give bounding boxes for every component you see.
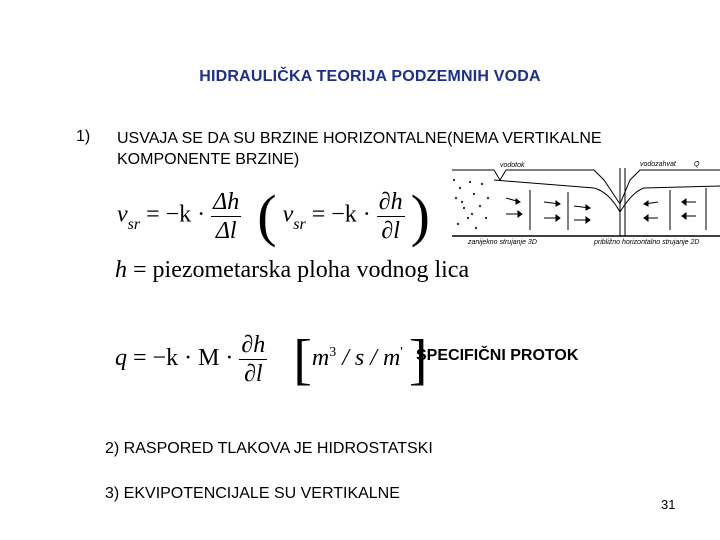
vsr-var-2: v	[282, 201, 294, 228]
unit-m: m	[311, 345, 330, 372]
flow-formula	[115, 328, 428, 391]
specific-flow-label: SPECIFIČNI PROTOK	[416, 347, 579, 364]
unit-mid: / s / m	[336, 345, 401, 372]
slide-title: HIDRAULIČKA TEORIJA PODZEMNIH VODA	[199, 68, 541, 85]
groundwater-diagram	[444, 158, 720, 248]
label-vodozahvat: vodozahvat	[640, 161, 676, 168]
item-3-text: 3) EKVIPOTENCIJALE SU VERTIKALNE	[105, 485, 400, 502]
vsr-sub-2: sr	[293, 215, 306, 233]
vsr-var: v	[117, 201, 128, 228]
item-1-number: 1)	[76, 128, 91, 145]
velocity-formula	[117, 183, 430, 248]
h-var: h	[115, 257, 127, 283]
right-paren: )	[410, 183, 430, 248]
delta-fraction	[211, 188, 241, 245]
label-vodotok: vodotok	[500, 162, 525, 169]
unit-left-bracket: [	[293, 328, 312, 391]
page-number: 31	[661, 497, 676, 512]
caption-2d: približno horizontalno strujanje 2D	[594, 239, 700, 246]
q-rhs: = −k · M ·	[133, 345, 234, 372]
label-q: Q	[694, 161, 700, 168]
partial-l: ∂l	[381, 217, 400, 244]
q-partial-h: ∂h	[241, 332, 266, 358]
caption-3d: zanijekno strujanje 3D	[468, 239, 537, 246]
q-var: q	[115, 345, 127, 372]
minus-k: = −k ·	[146, 201, 206, 228]
minus-k-2: = −k ·	[311, 201, 371, 228]
unit-prime: '	[400, 345, 403, 361]
h-definition	[115, 257, 469, 284]
partial-fraction	[377, 188, 405, 245]
item-2-text: 2) RASPORED TLAKOVA JE HIDROSTATSKI	[105, 440, 433, 457]
unit-right-bracket: ]	[408, 328, 428, 391]
q-partial-fraction	[239, 331, 267, 388]
partial-h: ∂h	[378, 188, 403, 215]
left-paren: (	[257, 183, 277, 248]
delta-h: Δh	[213, 188, 240, 215]
delta-l: Δl	[215, 217, 237, 244]
unit-exp: 3	[329, 345, 337, 361]
h-def-text: = piezometarska ploha vodnog lica	[133, 257, 470, 283]
vsr-sub: sr	[127, 215, 141, 233]
item-1-text: USVAJA SE DA SU BRZINE HORIZONTALNE(NEMA VERTIKALNE KOMPONENTE BRZINE)	[117, 130, 602, 168]
q-partial-l: ∂l	[244, 361, 263, 387]
